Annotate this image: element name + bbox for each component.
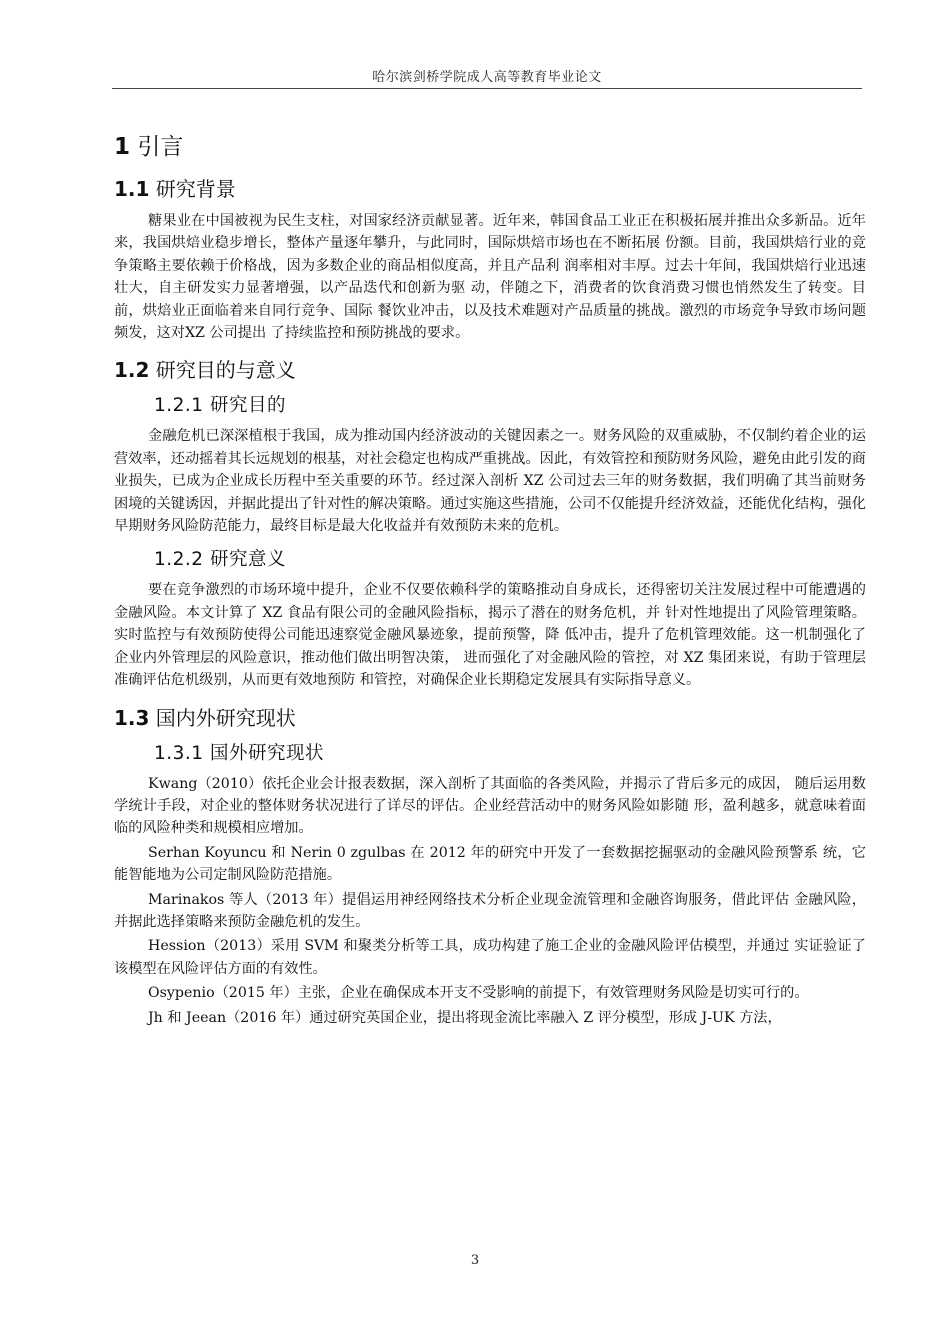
literature-entry: Hession（2013）采用 SVM 和聚类分析等工具，成功构建了施工企业的金融风险评估模型，并通过 实证验证了该模型在风险评估方面的有效性。 xyxy=(114,938,866,977)
page-content xyxy=(114,124,866,1031)
literature-entry: Jh 和 Jeean（2016 年）通过研究英国企业，提出将现金流比率融入 Z 评分模型，形成 J-UK 方法， xyxy=(148,1009,782,1026)
subsection-heading-1-2-1: 1.2.1 研究目的 xyxy=(154,395,286,417)
chapter-heading xyxy=(114,128,866,161)
section-number: 1.2 xyxy=(114,358,150,383)
literature-entry: Kwang（2010）依托企业会计报表数据，深入剖析了其面临的各类风险，并揭示了背后多元的成因， 随后运用数学统计手段，对企业的整体财务状况进行了详尽的评估。企业经营活动中的财务风险如影随 形，盈利越多，就意味着面临的风险种类和规模相应增加。 xyxy=(114,775,866,837)
paragraph-background: 糖果业在中国被视为民生支柱，对国家经济贡献显著。近年来，韩国食品工业正在积极拓展并推出众多新品。近年来，我国烘焙业稳步增长，整体产量逐年攀升，与此同时，国际烘焙市场也在不断拓展 份额。目前，我国烘焙行业的竞争策略主要依赖于价格战，因为多数企业的商品相似度高，并且产品利 润率相对丰厚。过去十年间，我国烘焙行业迅速壮大，自主研发实力显著增强，以产品迭代和创新为驱 动，伴随之下，消费者的饮食消费习惯也悄然发生了转变。目前，烘焙业正面临着来自同行竞争、国际 餐饮业冲击，以及技术难题对产品质量的挑战。激烈的市场竞争导致市场问题频发，这对XZ 公司提出 了持续监控和预防挑战的要求。 xyxy=(114,213,866,342)
section-title: 研究背景 xyxy=(155,177,236,201)
subsection-heading-1-3-1: 1.3.1 国外研究现状 xyxy=(154,742,324,764)
chapter-title: 引言 xyxy=(137,134,184,160)
literature-entry: Osypenio（2015 年）主张，企业在确保成本开支不受影响的前提下，有效管理财务风险是切实可行的。 xyxy=(148,985,809,1002)
page-header: 哈尔滨剑桥学院成人高等教育毕业论文 xyxy=(372,70,602,85)
literature-entry: Marinakos 等人（2013 年）提倡运用神经网络技术分析企业现金流管理和金融咨询服务，借此评估 金融风险，并据此选择策略来预防金融危机的发生。 xyxy=(114,891,866,930)
page-number: 3 xyxy=(470,1253,480,1268)
section-title: 国内外研究现状 xyxy=(155,705,296,730)
section-number: 1.3 xyxy=(114,705,150,730)
section-heading-1-3 xyxy=(114,702,866,731)
literature-entry: Serhan Koyuncu 和 Nerin 0 zgulbas 在 2012 年的研究中开发了一套数据挖掘驱动的金融风险预警系 统，它能智能地为公司定制风险防范措施。 xyxy=(114,844,866,884)
section-heading-1-1 xyxy=(114,173,866,202)
section-heading-1-2 xyxy=(114,354,866,383)
chapter-number: 1 xyxy=(114,134,131,160)
header-rule xyxy=(112,88,862,89)
section-number: 1.1 xyxy=(114,177,150,201)
subsection-heading-1-2-2: 1.2.2 研究意义 xyxy=(154,549,286,571)
paragraph-significance: 要在竞争激烈的市场环境中提升，企业不仅要依赖科学的策略推动自身成长，还得密切关注发展过程中可能遭遇的金融风险。本文计算了 XZ 食品有限公司的金融风险指标，揭示了潜在的财务危机，并 针对性地提出了风险管理策略。实时监控与有效预防使得公司能迅速察觉金融风暴迹象，提前预警，降 低冲击，提升了危机管理效能。这一机制强化了企业内外管理层的风险意识，推动他们做出明智决策， 进而强化了对金融风险的管控，对 XZ 集团来说，有助于管理层准确评估危机级别，从而更有效地预防 和管控，对确保企业长期稳定发展具有实际指导意义。 xyxy=(114,582,866,689)
paragraph-purpose: 金融危机已深深植根于我国，成为推动国内经济波动的关键因素之一。财务风险的双重威胁，不仅制约着企业的运营效率，还动摇着其长远规划的根基，对社会稳定也构成严重挑战。因此，有效管控和预防财务风险，避免由此引发的商业损失，已成为企业成长历程中至关重要的环节。经过深入剖析 XZ 公司过去三年的财务数据，我们明确了其当前财务困境的关键诱因，并据此提出了针对性的解决策略。通过实施这些措施，公司不仅能提升经济效益，还能优化结构，强化早期财务风险防范能力，最终目标是最大化收益并有效预防未来的危机。 xyxy=(114,428,866,535)
section-title: 研究目的与意义 xyxy=(155,358,296,383)
